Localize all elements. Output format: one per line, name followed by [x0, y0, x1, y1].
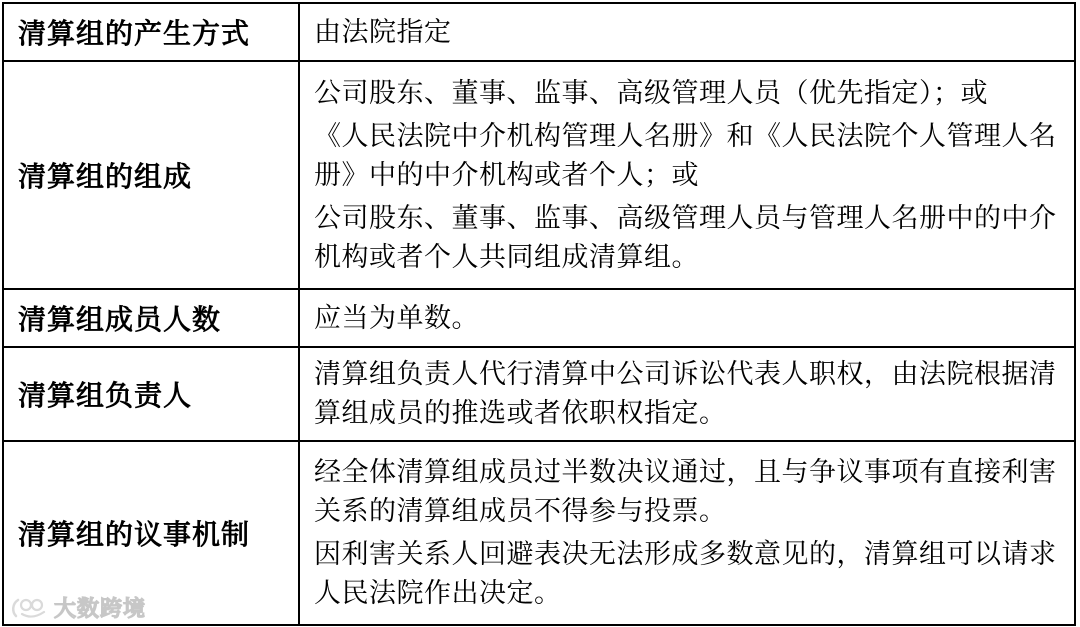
content-paragraph: 《人民法院中介机构管理人名册》和《人民法院个人管理人名册》中的中介机构或者个人；或 [314, 120, 1057, 191]
content-paragraph: 公司股东、董事、监事、高级管理人员与管理人名册中的中介机构或者个人共同组成清算组。 [314, 202, 1057, 273]
row-content [299, 347, 1075, 441]
row-content [299, 441, 1075, 625]
content-paragraph: 由法院指定 [314, 16, 452, 48]
row-content [299, 3, 1075, 61]
content-paragraph: 应当为单数。 [314, 302, 479, 334]
content-paragraph: 公司股东、董事、监事、高级管理人员（优先指定）；或 [314, 77, 988, 109]
row-label: 清算组成员人数 [3, 289, 299, 347]
content-paragraph: 经全体清算组成员过半数决议通过，且与争议事项有直接利害关系的清算组成员不得参与投票。 [314, 457, 1057, 527]
table-row [3, 289, 1075, 347]
table-row [3, 3, 1075, 61]
row-content [299, 289, 1075, 347]
liquidation-group-table [2, 2, 1076, 626]
row-label: 清算组负责人 [3, 347, 299, 441]
row-content [299, 61, 1075, 289]
row-label: 清算组的产生方式 [3, 3, 299, 61]
table-row [3, 347, 1075, 441]
watermark [10, 592, 146, 623]
row-label: 清算组的议事机制 [3, 441, 299, 625]
brand-logo-icon [10, 596, 50, 620]
table-row [3, 441, 1075, 625]
table-row [3, 61, 1075, 289]
row-label: 清算组的组成 [3, 61, 299, 289]
watermark-text: 大数跨境 [54, 597, 147, 622]
content-paragraph: 清算组负责人代行清算中公司诉讼代表人职权，由法院根据清算组成员的推选或者依职权指定。 [314, 359, 1057, 429]
content-paragraph: 因利害关系人回避表决无法形成多数意见的，清算组可以请求人民法院作出决定。 [314, 539, 1057, 609]
